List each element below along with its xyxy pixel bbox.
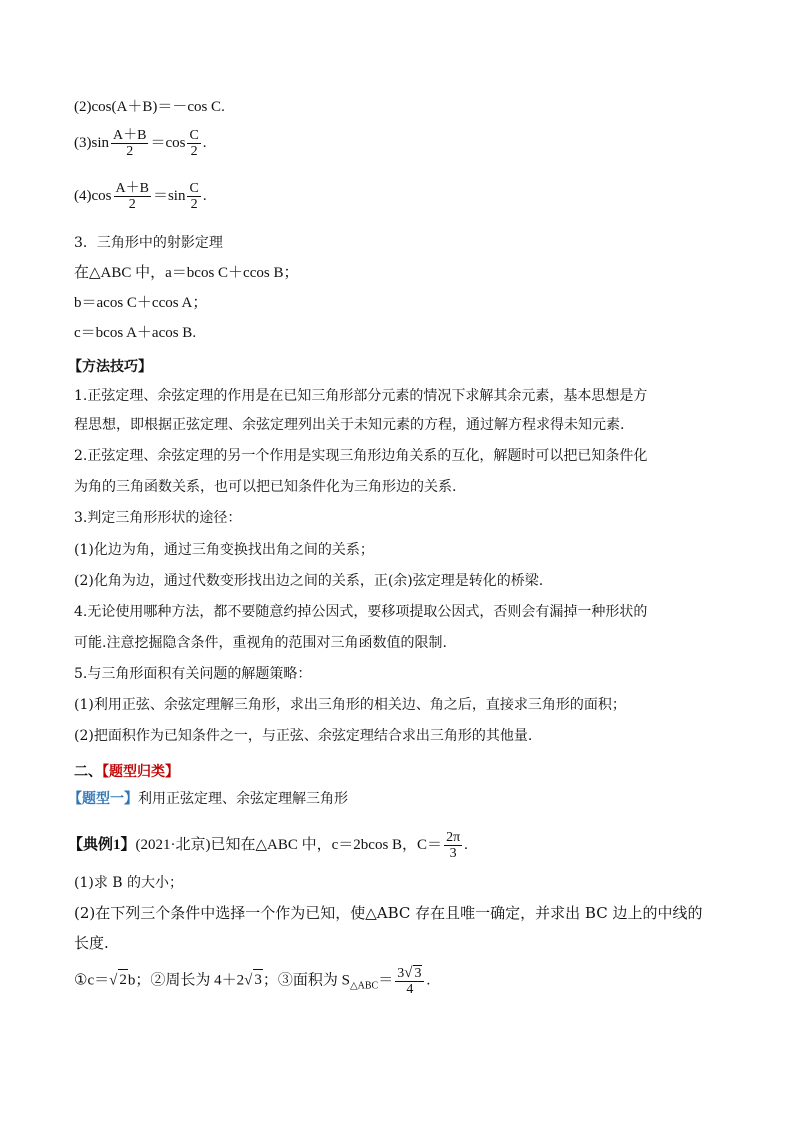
methods-p5-2: (2)把面积作为已知条件之一，与正弦、余弦定理结合求出三角形的其他量.: [74, 728, 533, 744]
example-q1: (1)求 B 的大小；: [74, 875, 184, 891]
fraction-c-over-2: [187, 181, 200, 212]
coefficient: 3: [397, 966, 405, 981]
example-stem-end: .: [464, 836, 468, 853]
example-options: [74, 965, 430, 997]
example-label: 【典例1】: [68, 836, 136, 853]
example-1-stem: [68, 830, 468, 861]
sqrt-radicand: 2: [118, 969, 128, 990]
fraction-numerator: C: [189, 181, 199, 196]
option-1-prefix: ①c＝: [74, 972, 110, 989]
fraction-numerator: 2π: [446, 830, 461, 845]
formula-3-mid: ＝cos: [150, 134, 186, 151]
methods-heading: 【方法技巧】: [68, 359, 152, 375]
fraction-denominator: 2: [190, 197, 198, 212]
option-3-text: ；③面积为 S: [262, 972, 350, 989]
section-2-heading: [74, 762, 179, 782]
fraction-a-plus-b-over-2: [111, 128, 148, 159]
fraction-numerator: A＋B: [115, 181, 149, 196]
methods-p1a: 1.正弦定理、余弦定理的作用是在已知三角形部分元素的情况下求解其余元素，基本思想是方: [74, 388, 648, 404]
fraction-a-plus-b-over-2: [114, 181, 151, 212]
example-q2a: (2)在下列三个条件中选择一个作为已知，使△ABC 存在且唯一确定，并求出 BC 边上的中线的: [74, 904, 703, 922]
methods-p5-1: (1)利用正弦、余弦定理解三角形，求出三角形的相关边、角之后，直接求三角形的面积；: [74, 697, 626, 713]
formula-2: [74, 97, 225, 117]
projection-title: 3．三角形中的射影定理: [74, 235, 223, 251]
methods-p3-2: (2)化角为边，通过代数变形找出边之间的关系，正(余)弦定理是转化的桥梁.: [74, 573, 544, 589]
example-q2b: 长度.: [74, 934, 109, 952]
fraction-numerator: [395, 965, 424, 982]
fraction-numerator: C: [189, 128, 199, 143]
section-2-prefix: 二、: [74, 764, 102, 780]
fraction-denominator: 3: [449, 846, 457, 861]
question-type-label: 【题型一】: [68, 791, 138, 807]
fraction-c-over-2: [187, 128, 200, 159]
options-end: .: [426, 972, 431, 989]
methods-p2b: 为角的三角函数关系，也可以把已知条件化为三角形边的关系.: [74, 479, 457, 495]
projection-line-2: b＝acos C＋ccos A；: [74, 295, 208, 311]
formula-3-prefix: (3)sin: [74, 134, 109, 151]
methods-p4a: 4.无论使用哪种方法，都不要随意约掉公因式，要移项提取公因式，否则会有漏掉一种形状的: [74, 604, 648, 620]
equals-sign: ＝: [378, 972, 394, 989]
methods-p4b: 可能.注意挖掘隐含条件，重视角的范围对三角函数值的限制.: [74, 635, 447, 651]
fraction-denominator: 2: [190, 144, 198, 159]
formula-3-end: .: [202, 134, 207, 151]
methods-p1b: 程思想，即根据正弦定理、余弦定理列出关于未知元素的方程，通过解方程求得未知元素.: [74, 417, 625, 433]
example-source: (2021·北京): [135, 836, 211, 853]
sqrt-radicand: 3: [414, 966, 422, 981]
question-type-title: 利用正弦定理、余弦定理解三角形: [138, 791, 348, 807]
sqrt-icon: √: [404, 965, 413, 981]
area-subscript: △ABC: [349, 980, 379, 992]
fraction-numerator: A＋B: [113, 128, 147, 143]
example-stem-text: 已知在△ABC 中，c＝2bcos B，C＝: [210, 836, 443, 853]
sqrt-radicand: 3: [253, 969, 263, 990]
sqrt-icon: √: [109, 972, 118, 989]
fraction-2pi-over-3: [444, 830, 462, 861]
methods-p5: 5.与三角形面积有关问题的解题策略：: [74, 666, 312, 682]
projection-line-3: c＝bcos A＋acos B.: [74, 325, 197, 341]
methods-p3: 3.判定三角形形状的途径：: [74, 510, 242, 526]
fraction-denominator: 4: [406, 982, 414, 997]
fraction-denominator: 2: [128, 197, 136, 212]
formula-4-mid: ＝sin: [152, 187, 186, 204]
fraction-denominator: 2: [126, 144, 134, 159]
option-2-text: b；②周长为 4＋2: [127, 972, 245, 989]
projection-line-1: 在△ABC 中，a＝bcos C＋ccos B；: [74, 265, 299, 281]
formula-3: [74, 128, 207, 159]
formula-4: [74, 181, 207, 212]
fraction-3sqrt3-over-4: [395, 965, 424, 997]
question-type-1: [68, 789, 348, 809]
formula-2-text: (2)cos(A＋B)＝－cos C.: [74, 99, 225, 115]
methods-p2a: 2.正弦定理、余弦定理的另一个作用是实现三角形边角关系的互化，解题时可以把已知条件化: [74, 448, 648, 464]
sqrt-icon: √: [244, 972, 253, 989]
formula-4-end: .: [202, 187, 207, 204]
section-2-title: 【题型归类】: [102, 764, 179, 780]
formula-4-prefix: (4)cos: [74, 187, 112, 204]
methods-p3-1: (1)化边为角，通过三角变换找出角之间的关系；: [74, 542, 374, 558]
